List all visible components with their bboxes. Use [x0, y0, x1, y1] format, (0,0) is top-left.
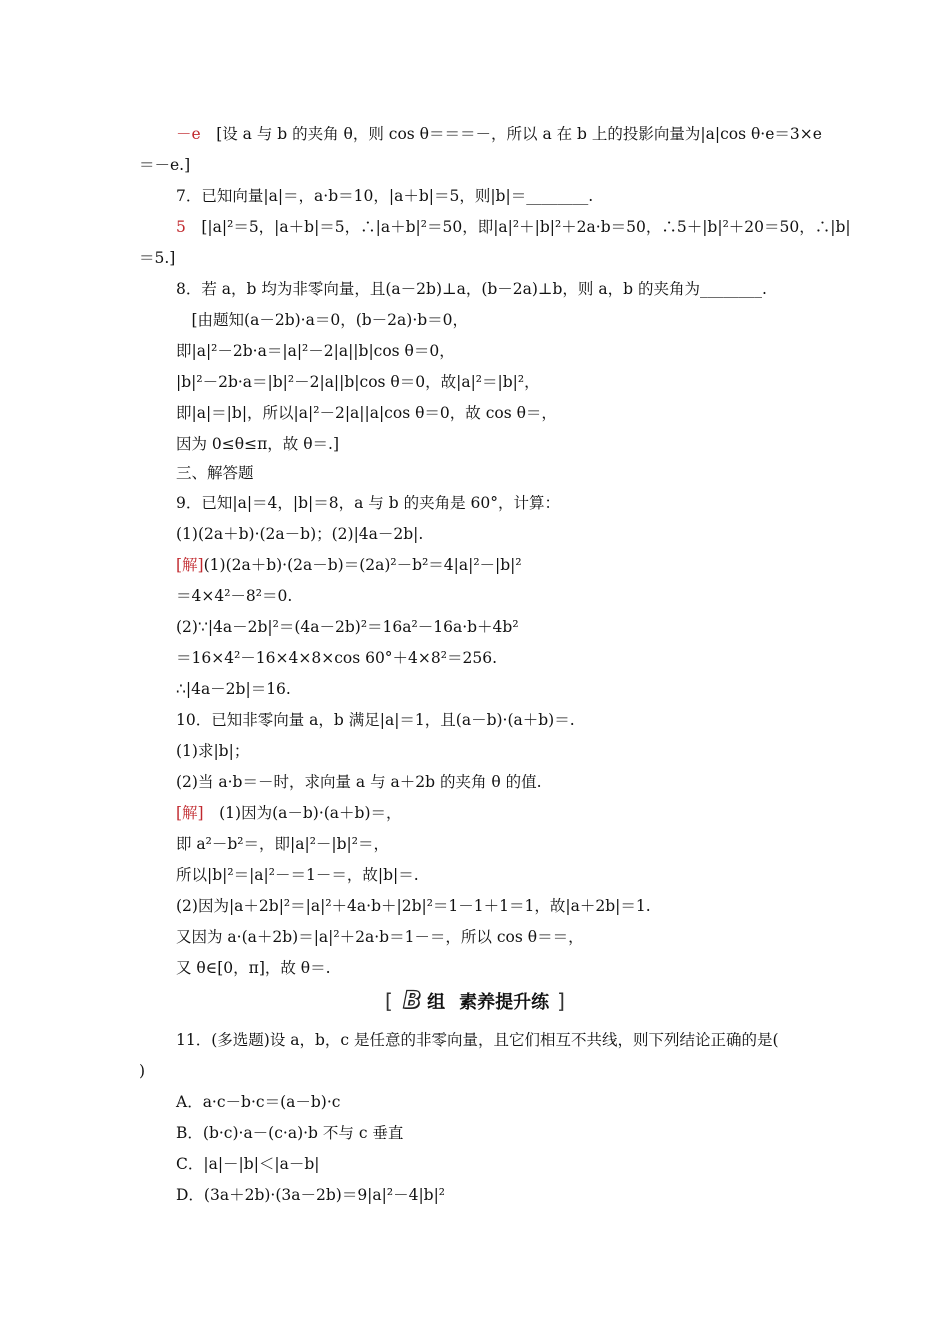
text-line	[176, 493, 560, 513]
line-text: ＝－e.]	[139, 156, 191, 174]
line-text: 即 a²－b²＝，即|a|²－|b|²＝，	[176, 835, 389, 853]
text-line	[176, 372, 540, 392]
line-text: 即|a|＝|b|，所以|a|²－2|a||a|cos θ＝0，故 cos θ＝，	[176, 404, 557, 422]
line-text: [由题知(a－2b)·a＝0，(b－2a)·b＝0，	[176, 311, 469, 329]
text-line	[176, 434, 339, 454]
text-line	[139, 155, 190, 175]
text-line	[176, 834, 389, 854]
line-text: C．|a|－|b|＜|a－b|	[176, 1155, 320, 1173]
line-text: 8．若 a，b 均为非零向量，且(a－2b)⊥a，(b－2a)⊥b，则 a，b 的夹角为________.	[176, 280, 767, 298]
line-text: B．(b·c)·a－(c·a)·b 不与 c 垂直	[176, 1124, 404, 1142]
line-text: (1)因为(a－b)·(a＋b)＝，	[203, 804, 402, 822]
text-line	[176, 341, 455, 361]
text-line	[176, 617, 519, 637]
text-line	[176, 958, 331, 978]
text-line	[176, 1185, 445, 1205]
text-line	[176, 403, 557, 423]
group-title: 素养提升练	[459, 992, 550, 1013]
text-line	[176, 710, 575, 730]
line-text: A．a·c－b·c＝(a－b)·c	[176, 1093, 341, 1111]
text-line	[176, 648, 497, 668]
line-text: (1)(2a＋b)·(2a－b)；(2)|4a－2b|.	[176, 525, 424, 543]
text-line	[176, 217, 851, 237]
answer-marker: [解]	[176, 556, 204, 574]
line-text: 因为 0≤θ≤π，故 θ＝.]	[176, 435, 340, 453]
text-line	[176, 1030, 779, 1050]
right-bracket: ]	[557, 989, 565, 1013]
line-text: (1)求|b|；	[176, 742, 250, 760]
answer-marker: －e	[176, 125, 201, 143]
group-label: 组	[427, 992, 446, 1013]
line-text: D．(3a＋2b)·(3a－2b)＝9|a|²－4|b|²	[176, 1186, 446, 1204]
line-text: 7．已知向量|a|＝，a·b＝10，|a＋b|＝5，则|b|＝________.	[176, 187, 594, 205]
line-text: 11．(多选题)设 a，b，c 是任意的非零向量，且它们相互不共线，则下列结论正确的是(	[176, 1031, 779, 1049]
text-line	[176, 124, 822, 144]
text-line	[176, 1092, 340, 1112]
line-text: [|a|²＝5，|a＋b|＝5，∴|a＋b|²＝50，即|a|²＋|b|²＋2a·b＝50，∴5＋|b|²＋20＝50，∴|b|	[185, 218, 851, 236]
line-text: 又 θ∈[0，π]，故 θ＝.	[176, 959, 331, 977]
line-text: ＝16×4²－16×4×8×cos 60°＋4×8²＝256.	[176, 649, 497, 667]
text-line	[176, 679, 291, 699]
text-line	[176, 310, 468, 330]
line-text: 即|a|²－2b·a＝|a|²－2|a||b|cos θ＝0，	[176, 342, 455, 360]
text-line	[176, 524, 423, 544]
line-text: 10．已知非零向量 a，b 满足|a|＝1，且(a－b)·(a＋b)＝.	[176, 711, 575, 729]
answer-marker: 5	[176, 218, 186, 236]
text-line	[176, 279, 767, 299]
line-text: (2)因为|a＋2b|²＝|a|²＋4a·b＋|2b|²＝1－1＋1＝1，故|a＋2b|＝1.	[176, 897, 651, 915]
line-text: ＝4×4²－8²＝0.	[176, 587, 293, 605]
text-line	[176, 586, 292, 606]
group-b-badge: B	[402, 986, 422, 1014]
line-text: 所以|b|²＝|a|²－＝1－＝，故|b|＝.	[176, 866, 419, 884]
line-text: 9．已知|a|＝4，|b|＝8，a 与 b 的夹角是 60°，计算：	[176, 494, 560, 512]
answer-marker: [解]	[176, 804, 204, 822]
text-line	[176, 772, 542, 792]
text-line	[176, 896, 651, 916]
text-line	[176, 865, 419, 885]
text-line	[139, 1061, 145, 1081]
line-text: ∴|4a－2b|＝16.	[176, 680, 291, 698]
text-line	[176, 1123, 403, 1143]
line-text: (2)∵|4a－2b|²＝(4a－2b)²＝16a²－16a·b＋4b²	[176, 618, 519, 636]
text-line	[176, 803, 402, 823]
left-bracket: [	[385, 989, 393, 1013]
text-line	[176, 741, 249, 761]
text-line	[176, 927, 584, 947]
line-text: |b|²－2b·a＝|b|²－2|a||b|cos θ＝0，故|a|²＝|b|²，	[176, 373, 540, 391]
line-text: [设 a 与 b 的夹角 θ，则 cos θ＝＝＝－，所以 a 在 b 上的投影向量为|a|cos θ·e＝3×e	[200, 125, 822, 143]
line-text: (2)当 a·b＝－时，求向量 a 与 a＋2b 的夹角 θ 的值.	[176, 773, 542, 791]
group-b-header	[0, 986, 950, 1017]
line-text: )	[139, 1062, 146, 1080]
text-line	[176, 463, 254, 483]
line-text: 又因为 a·(a＋2b)＝|a|²＋2a·b＝1－＝，所以 cos θ＝＝，	[176, 928, 584, 946]
text-line	[176, 1154, 320, 1174]
text-line	[139, 248, 175, 268]
text-line	[176, 186, 593, 206]
text-line	[176, 555, 522, 575]
line-text: 三、解答题	[176, 464, 254, 482]
line-text: ＝5.]	[139, 249, 176, 267]
line-text: (1)(2a＋b)·(2a－b)＝(2a)²－b²＝4|a|²－|b|²	[203, 556, 522, 574]
